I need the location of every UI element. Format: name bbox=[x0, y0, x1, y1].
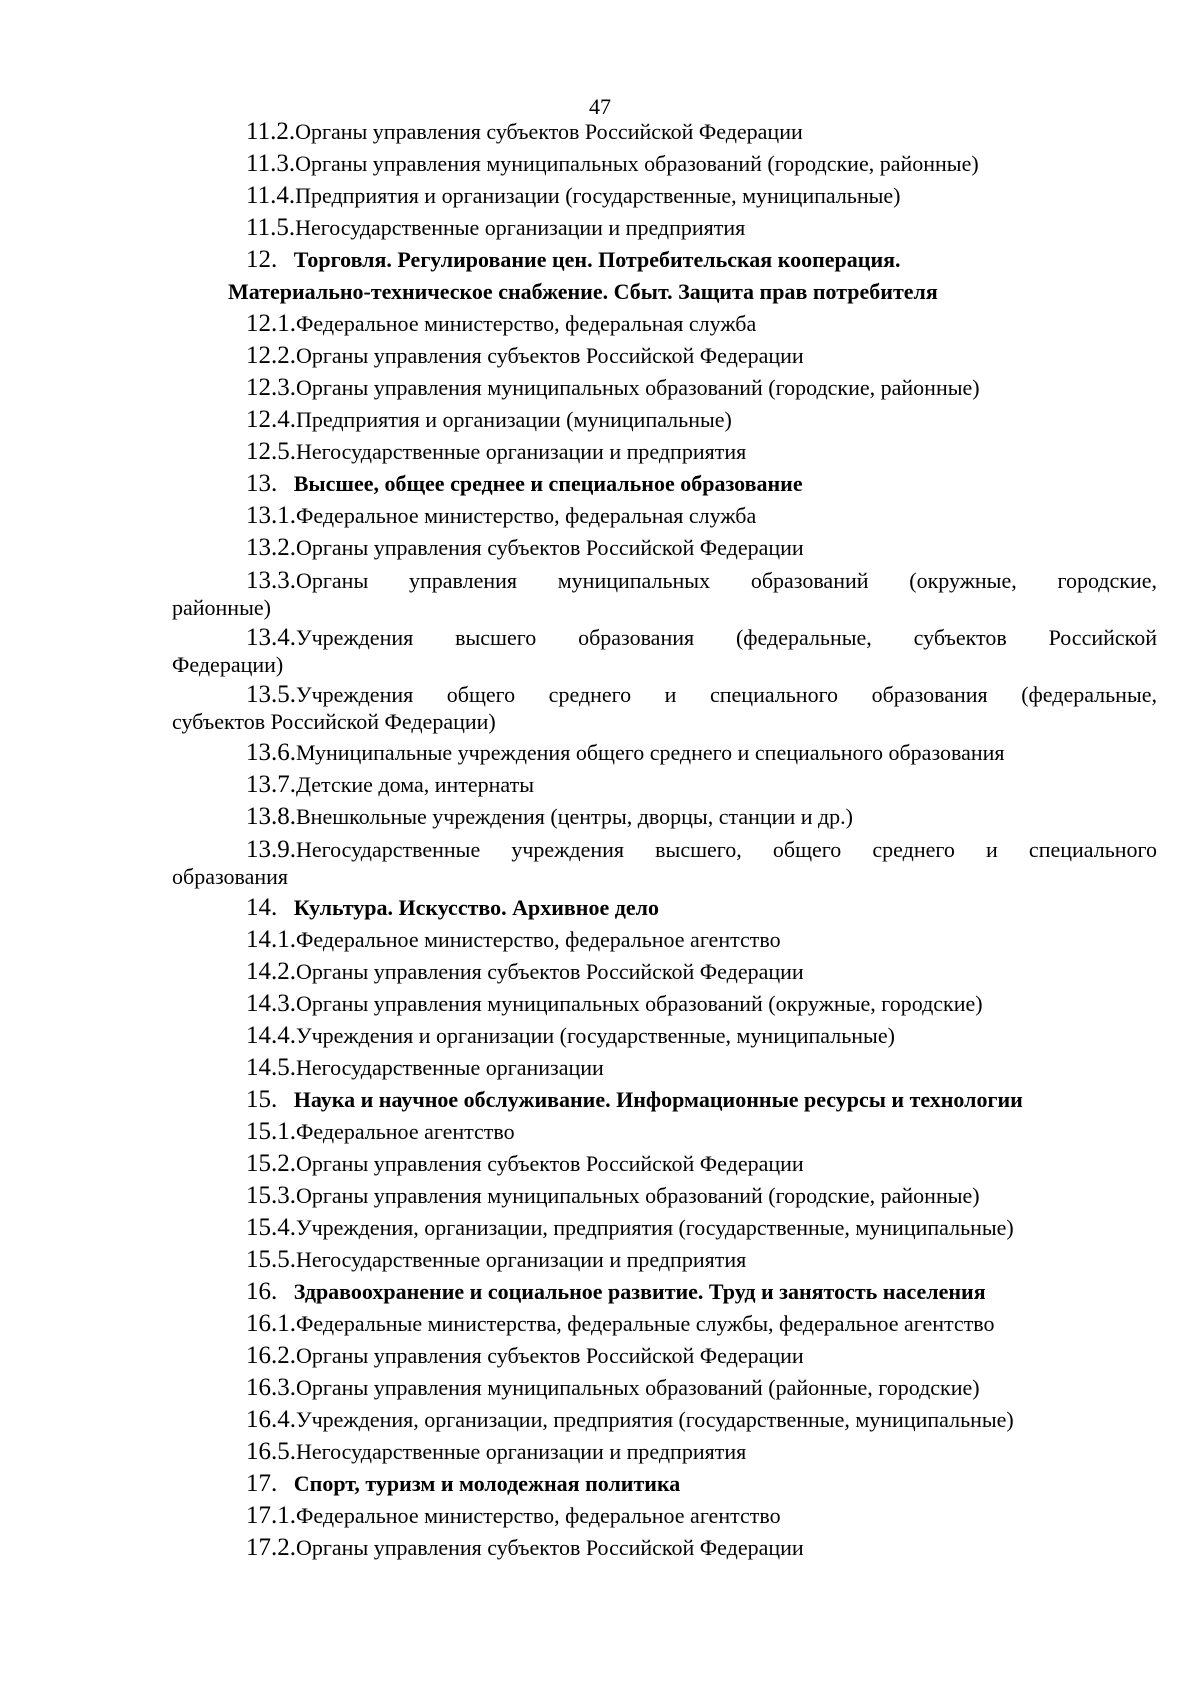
item-text: Органы управления субъектов Российской Федерации bbox=[296, 535, 804, 560]
list-item-continuation bbox=[172, 594, 1157, 621]
list-item bbox=[172, 404, 1157, 436]
item-number: 14.3. bbox=[246, 990, 296, 1017]
list-item bbox=[172, 1372, 1157, 1404]
item-text: Учреждения общего среднего и специального образования (федеральные, bbox=[296, 682, 1157, 707]
list-item bbox=[172, 988, 1157, 1020]
item-number: 14.4. bbox=[246, 1022, 296, 1049]
item-number: 11.2. bbox=[246, 118, 296, 145]
section-number: 13. bbox=[246, 470, 278, 497]
item-text: Внешкольные учреждения (центры, дворцы, станции и др.) bbox=[296, 804, 854, 829]
item-text: Федеральное министерство, федеральная служба bbox=[296, 311, 757, 336]
section-heading bbox=[172, 468, 1157, 500]
item-text: Негосударственные организации и предприятия bbox=[295, 215, 746, 240]
list-item-wrapped bbox=[172, 624, 1157, 678]
item-number: 16.4. bbox=[246, 1406, 296, 1433]
item-text: Негосударственные организации и предприятия bbox=[296, 1439, 747, 1464]
item-text: Органы управления субъектов Российской Федерации bbox=[296, 1343, 804, 1368]
item-text: Негосударственные организации bbox=[296, 1055, 604, 1080]
item-text: Органы управления муниципальных образований (окружные, городские, bbox=[296, 568, 1157, 593]
item-number: 13.2. bbox=[246, 534, 296, 561]
section-heading bbox=[172, 1468, 1157, 1500]
list-item bbox=[172, 436, 1157, 468]
list-item bbox=[172, 956, 1157, 988]
list-item bbox=[172, 1436, 1157, 1468]
list-item bbox=[172, 681, 1157, 708]
list-item bbox=[172, 1500, 1157, 1532]
list-item bbox=[172, 308, 1157, 340]
list-item bbox=[172, 1404, 1157, 1436]
list-item-continuation bbox=[172, 651, 1157, 678]
item-number: 13.4. bbox=[246, 624, 296, 651]
item-text-continuation: Федерации) bbox=[172, 652, 284, 677]
item-text: Органы управления субъектов Российской Федерации bbox=[296, 343, 804, 368]
item-text: Органы управления субъектов Российской Федерации bbox=[295, 119, 803, 144]
item-number: 11.3. bbox=[246, 150, 296, 177]
list-item-wrapped bbox=[172, 567, 1157, 621]
item-number: 13.8. bbox=[246, 803, 296, 830]
section-title: Спорт, туризм и молодежная политика bbox=[293, 1471, 681, 1496]
list-item bbox=[172, 532, 1157, 564]
item-number: 13.5. bbox=[246, 681, 296, 708]
list-item bbox=[172, 148, 1157, 180]
list-item bbox=[172, 1052, 1157, 1084]
list-item-continuation bbox=[172, 863, 1157, 890]
list-item-wrapped bbox=[172, 836, 1157, 890]
list-item bbox=[172, 1340, 1157, 1372]
item-number: 17.2. bbox=[246, 1534, 296, 1561]
item-text: Федеральные министерства, федеральные службы, федеральное агентство bbox=[296, 1311, 995, 1336]
list-item bbox=[172, 737, 1157, 769]
list-item bbox=[172, 769, 1157, 801]
section-number: 17. bbox=[246, 1470, 278, 1497]
item-number: 13.3. bbox=[246, 567, 296, 594]
item-number: 12.3. bbox=[246, 374, 296, 401]
item-text: Органы управления муниципальных образований (городские, районные) bbox=[296, 375, 980, 400]
list-item bbox=[172, 340, 1157, 372]
item-text: Учреждения, организации, предприятия (государственные, муниципальные) bbox=[296, 1215, 1014, 1240]
item-text: Учреждения и организации (государственные, муниципальные) bbox=[296, 1023, 895, 1048]
item-number: 12.5. bbox=[246, 438, 296, 465]
item-text-continuation: субъектов Российской Федерации) bbox=[172, 709, 496, 734]
list-item bbox=[172, 1020, 1157, 1052]
item-text-continuation: образования bbox=[172, 864, 289, 889]
item-text: Учреждения, организации, предприятия (государственные, муниципальные) bbox=[296, 1407, 1014, 1432]
item-number: 13.6. bbox=[246, 739, 296, 766]
item-number: 12.1. bbox=[246, 310, 296, 337]
item-text: Органы управления субъектов Российской Федерации bbox=[296, 959, 804, 984]
page-number: 47 bbox=[589, 94, 611, 119]
section-number: 12. bbox=[246, 246, 278, 273]
list-item bbox=[172, 1244, 1157, 1276]
item-number: 16.2. bbox=[246, 1342, 296, 1369]
list-item bbox=[172, 1532, 1157, 1564]
section-title: Высшее, общее среднее и специальное образование bbox=[293, 471, 803, 496]
item-number: 12.4. bbox=[246, 406, 296, 433]
section-title: Культура. Искусство. Архивное дело bbox=[293, 895, 659, 920]
list-item bbox=[172, 1212, 1157, 1244]
item-number: 13.7. bbox=[246, 771, 296, 798]
item-text: Федеральное агентство bbox=[296, 1119, 515, 1144]
classification-list bbox=[172, 116, 1157, 1564]
item-text: Негосударственные организации и предприятия bbox=[296, 1247, 747, 1272]
item-number: 16.1. bbox=[246, 1310, 296, 1337]
list-item bbox=[172, 801, 1157, 833]
section-heading bbox=[172, 892, 1157, 924]
list-item bbox=[172, 1148, 1157, 1180]
list-item bbox=[172, 180, 1157, 212]
item-number: 15.1. bbox=[246, 1118, 296, 1145]
item-text: Органы управления субъектов Российской Федерации bbox=[296, 1535, 804, 1560]
item-number: 14.5. bbox=[246, 1054, 296, 1081]
section-title: Торговля. Регулирование цен. Потребительская кооперация. bbox=[293, 247, 901, 272]
item-number: 17.1. bbox=[246, 1502, 296, 1529]
list-item bbox=[172, 567, 1157, 594]
list-item bbox=[172, 500, 1157, 532]
section-heading-continuation bbox=[172, 276, 1157, 308]
item-number: 11.4. bbox=[246, 182, 296, 209]
list-item bbox=[172, 624, 1157, 651]
item-text-continuation: районные) bbox=[172, 595, 271, 620]
list-item bbox=[172, 924, 1157, 956]
list-item-continuation bbox=[172, 708, 1157, 735]
list-item bbox=[172, 1308, 1157, 1340]
item-number: 12.2. bbox=[246, 342, 296, 369]
item-text: Детские дома, интернаты bbox=[296, 772, 535, 797]
item-number: 16.5. bbox=[246, 1438, 296, 1465]
section-number: 16. bbox=[246, 1278, 278, 1305]
item-number: 14.2. bbox=[246, 958, 296, 985]
item-text: Муниципальные учреждения общего среднего и специального образования bbox=[296, 740, 1005, 765]
list-item bbox=[172, 1180, 1157, 1212]
list-item bbox=[172, 836, 1157, 863]
section-heading bbox=[172, 1276, 1157, 1308]
item-text: Органы управления муниципальных образований (городские, районные) bbox=[295, 151, 979, 176]
item-number: 15.4. bbox=[246, 1214, 296, 1241]
section-number: 14. bbox=[246, 894, 278, 921]
item-number: 14.1. bbox=[246, 926, 296, 953]
item-text: Учреждения высшего образования (федеральные, субъектов Российской bbox=[296, 625, 1157, 650]
section-number: 15. bbox=[246, 1086, 278, 1113]
section-heading bbox=[172, 244, 1157, 276]
item-number: 13.9. bbox=[246, 836, 296, 863]
item-text: Органы управления субъектов Российской Федерации bbox=[296, 1151, 804, 1176]
item-number: 15.3. bbox=[246, 1182, 296, 1209]
item-text: Негосударственные организации и предприятия bbox=[296, 439, 747, 464]
item-text: Негосударственные учреждения высшего, общего среднего и специального bbox=[296, 837, 1157, 862]
section-heading bbox=[172, 1084, 1157, 1116]
item-text: Органы управления муниципальных образований (окружные, городские) bbox=[296, 991, 983, 1016]
item-text: Федеральное министерство, федеральное агентство bbox=[296, 1503, 781, 1528]
item-number: 15.2. bbox=[246, 1150, 296, 1177]
list-item bbox=[172, 212, 1157, 244]
list-item-wrapped bbox=[172, 681, 1157, 735]
list-item bbox=[172, 372, 1157, 404]
item-text: Федеральное министерство, федеральная служба bbox=[296, 503, 757, 528]
list-item bbox=[172, 116, 1157, 148]
list-item bbox=[172, 1116, 1157, 1148]
item-number: 15.5. bbox=[246, 1246, 296, 1273]
item-text: Предприятия и организации (муниципальные) bbox=[296, 407, 732, 432]
item-number: 11.5. bbox=[246, 214, 296, 241]
item-text: Органы управления муниципальных образований (городские, районные) bbox=[296, 1183, 980, 1208]
section-title: Наука и научное обслуживание. Информационные ресурсы и технологии bbox=[293, 1087, 1023, 1112]
item-number: 13.1. bbox=[246, 502, 296, 529]
item-text: Предприятия и организации (государственные, муниципальные) bbox=[295, 183, 901, 208]
item-text: Федеральное министерство, федеральное агентство bbox=[296, 927, 781, 952]
section-title: Здравоохранение и социальное развитие. Труд и занятость населения bbox=[293, 1279, 986, 1304]
item-number: 16.3. bbox=[246, 1374, 296, 1401]
item-text: Органы управления муниципальных образований (районные, городские) bbox=[296, 1375, 980, 1400]
section-title-continuation: Материально-техническое снабжение. Сбыт. Защита прав потребителя bbox=[228, 279, 938, 304]
